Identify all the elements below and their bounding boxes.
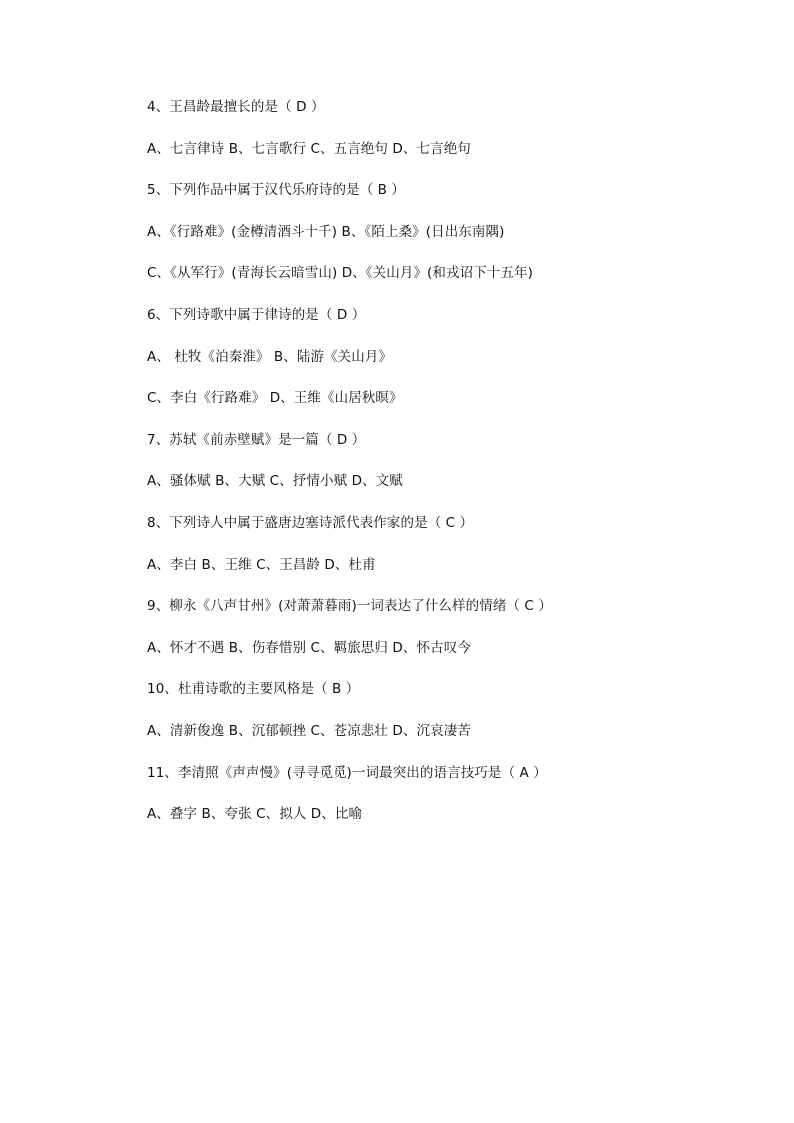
question-4: 4、王昌龄最擅长的是（ D ） <box>147 99 325 115</box>
question-11: 11、李清照《声声慢》(寻寻觅觅)一词最突出的语言技巧是（ A ） <box>147 764 547 781</box>
question-10: 10、杜甫诗歌的主要风格是（ B ） <box>147 681 360 698</box>
question-6-options-cd: C、李白《行路难》 D、王维《山居秋暝》 <box>147 390 403 407</box>
question-8-options: A、李白 B、王维 C、王昌龄 D、杜甫 <box>147 556 376 573</box>
question-11-options: A、叠字 B、夸张 C、拟人 D、比喻 <box>147 806 363 823</box>
question-9: 9、柳永《八声甘州》(对萧萧暮雨)一词表达了什么样的情绪（ C ） <box>147 598 552 615</box>
question-6-options-ab: A、 杜牧《泊秦淮》 B、陆游《关山月》 <box>147 348 393 365</box>
question-8: 8、下列诗人中属于盛唐边塞诗派代表作家的是（ C ） <box>147 514 474 531</box>
question-7: 7、苏轼《前赤壁赋》是一篇（ D ） <box>147 431 366 448</box>
question-9-options: A、怀才不遇 B、伤春惜别 C、羁旅思归 D、怀古叹今 <box>147 639 471 656</box>
question-10-options: A、清新俊逸 B、沉郁顿挫 C、苍凉悲壮 D、沉哀凄苦 <box>147 722 471 739</box>
question-list <box>147 96 707 845</box>
question-5: 5、下列作品中属于汉代乐府诗的是（ B ） <box>147 182 406 199</box>
question-6: 6、下列诗歌中属于律诗的是（ D ） <box>147 306 366 323</box>
question-5-options-cd: C、《从军行》(青海长云暗雪山) D、《关山月》(和戎诏下十五年) <box>147 265 533 282</box>
question-4-options: A、七言律诗 B、七言歌行 C、五言绝句 D、七言绝句 <box>147 140 471 157</box>
question-7-options: A、骚体赋 B、大赋 C、抒情小赋 D、文赋 <box>147 473 403 490</box>
question-5-options-ab: A、《行路难》(金樽清酒斗十千) B、《陌上桑》(日出东南隅) <box>147 223 505 240</box>
